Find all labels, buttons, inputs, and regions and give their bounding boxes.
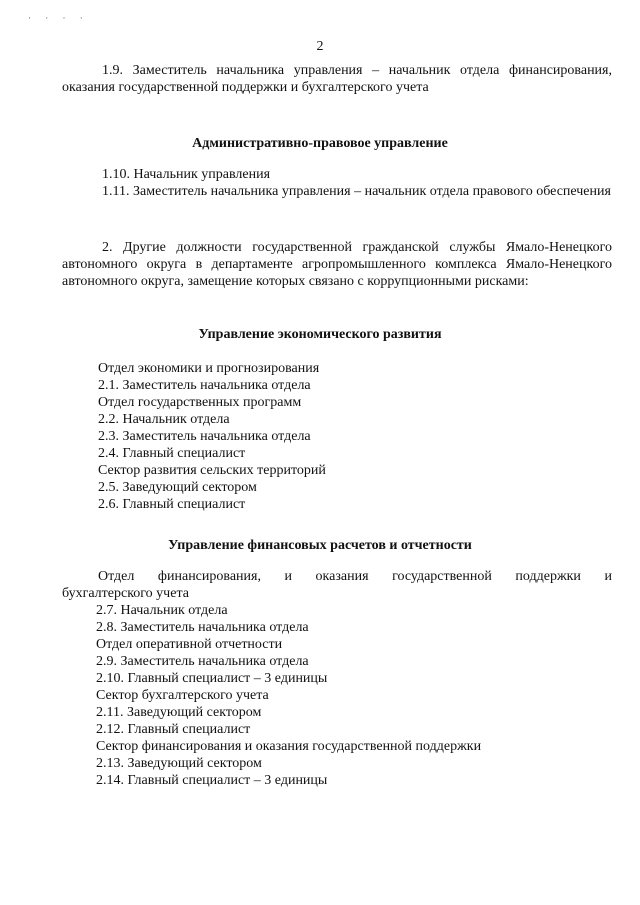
dept-word: оказания xyxy=(315,569,369,584)
admin-legal-block xyxy=(62,166,612,200)
finance-line: 2.13. Заведующий сектором xyxy=(96,756,262,771)
economic-line: 2.3. Заместитель начальника отдела xyxy=(98,429,311,444)
economic-line: 2.2. Начальник отдела xyxy=(98,412,230,427)
economic-list xyxy=(98,360,598,513)
finance-line: 2.12. Главный специалист xyxy=(96,722,251,737)
item-1-10: 1.10. Начальник управления xyxy=(102,167,271,182)
finance-dept-cont: бухгалтерского учета xyxy=(62,586,189,601)
finance-line: 2.10. Главный специалист – 3 единицы xyxy=(96,671,328,686)
finance-line: 2.8. Заместитель начальника отдела xyxy=(96,620,309,635)
finance-line: 2.14. Главный специалист – 3 единицы xyxy=(96,773,328,788)
economic-line: 2.5. Заведующий сектором xyxy=(98,480,257,495)
finance-line: Сектор бухгалтерского учета xyxy=(96,688,269,703)
scan-specks: · · · · xyxy=(28,13,89,23)
item-1-9-block xyxy=(62,62,612,96)
finance-line: Сектор финансирования и оказания государственной поддержки xyxy=(96,739,482,754)
heading-admin-legal: Административно-правовое управление xyxy=(192,136,448,151)
intro-2-block xyxy=(62,239,612,290)
item-1-11: 1.11. Заместитель начальника управления – начальник отдела правового обеспечения xyxy=(102,184,611,199)
finance-line: 2.11. Заведующий сектором xyxy=(96,705,262,720)
economic-line: Отдел государственных программ xyxy=(98,395,302,410)
heading-economic: Управление экономического развития xyxy=(198,327,442,342)
economic-line: Сектор развития сельских территорий xyxy=(98,463,326,478)
finance-line: Отдел оперативной отчетности xyxy=(96,637,283,652)
finance-list xyxy=(96,602,596,789)
finance-line: 2.7. Начальник отдела xyxy=(96,603,228,618)
item-1-9: 1.9. Заместитель начальника управления – начальник отдела финансирования, оказания государственной поддержки и бухгалтерского учета xyxy=(62,63,612,95)
finance-dept-line xyxy=(62,568,612,585)
economic-line: 2.1. Заместитель начальника отдела xyxy=(98,378,311,393)
dept-word: финансирования, xyxy=(157,569,261,584)
dept-word: поддержки xyxy=(515,569,581,584)
page-number: 2 xyxy=(316,39,324,54)
economic-line: 2.4. Главный специалист xyxy=(98,446,246,461)
finance-line: 2.9. Заместитель начальника отдела xyxy=(96,654,309,669)
intro-2: 2. Другие должности государственной гражданской службы Ямало-Ненецкого автономного округа в департаменте агропромышленного комплекса Ямало-Ненецкого автономного округа, замещение которых связано с коррупционными рисками: xyxy=(62,240,612,289)
economic-line: 2.6. Главный специалист xyxy=(98,497,246,512)
dept-word: и xyxy=(284,569,292,584)
dept-word: государственной xyxy=(392,569,492,584)
heading-finance: Управление финансовых расчетов и отчетности xyxy=(168,538,472,553)
economic-line: Отдел экономики и прогнозирования xyxy=(98,361,320,376)
dept-word: и xyxy=(604,569,612,584)
finance-dept-block xyxy=(62,568,612,602)
dept-word: Отдел xyxy=(98,569,135,584)
